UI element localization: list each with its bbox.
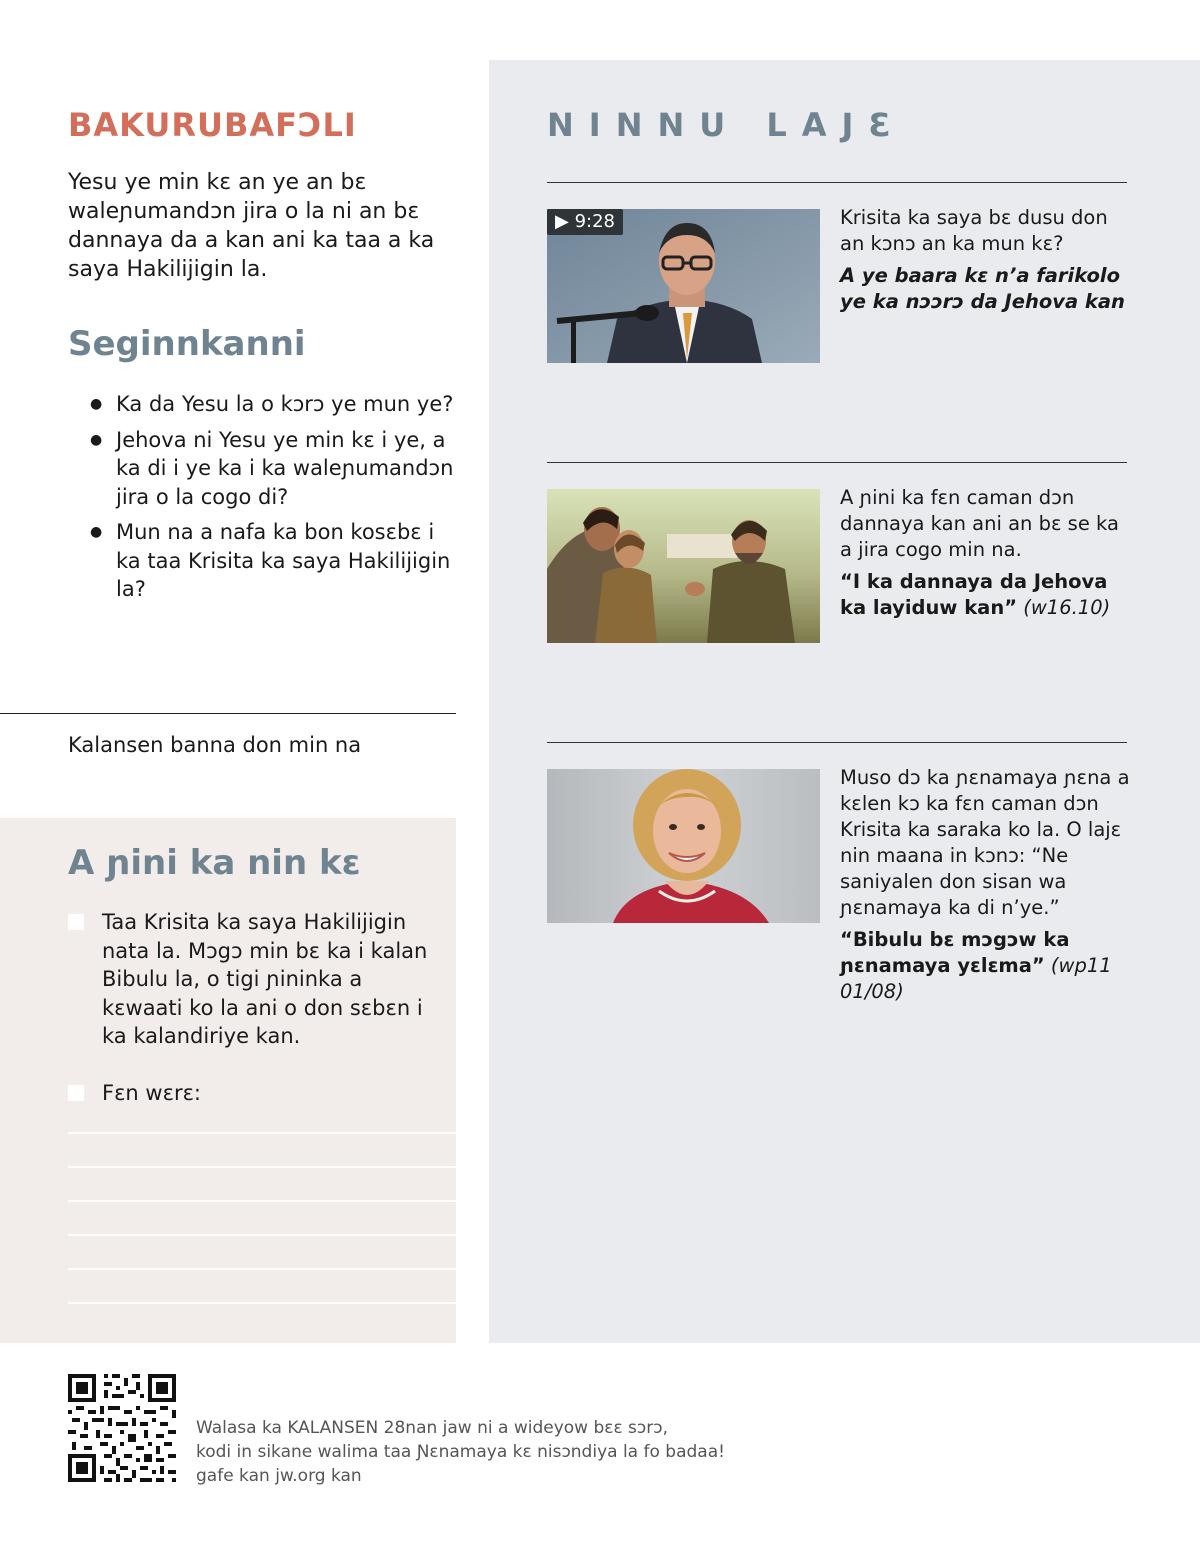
review-question: ● Ka da Yesu la o kɔrɔ ye mun ye? [90,390,460,419]
goal-item [68,908,448,1051]
footer-text [196,1416,725,1488]
review-question: ● Mun na a nafa ka bon kosɛbɛ i ka taa Krisita ka saya Hakilijigin la? [90,518,460,604]
qr-code-icon [68,1374,176,1482]
write-line[interactable] [68,1302,456,1304]
article-title: “Bibulu bɛ mɔgɔw ka ɲɛnamaya yɛlɛma” [840,928,1070,977]
goal-item-text: Fɛn wɛrɛ: [102,1081,202,1105]
goal-checkbox[interactable] [68,1085,84,1101]
write-line[interactable] [68,1268,456,1270]
divider [547,182,1127,183]
article-image[interactable] [547,489,820,643]
explore-item-text [840,485,1130,621]
goal-title: A ɲini ka nin kɛ [68,843,361,883]
write-line[interactable] [68,1166,456,1168]
date-completed-label: Kalansen banna don min na [68,733,362,757]
write-line[interactable] [68,1200,456,1202]
explore-question: Krisita ka saya bɛ dusu don an kɔnɔ an ka mun kɛ? [840,206,1108,255]
video-title-link[interactable]: A ye baara kɛ n’a farikolo ye ka nɔɔrɔ da Jehova kan [840,264,1125,313]
divider [547,462,1127,463]
article-link[interactable] [840,569,1130,621]
biblical-scene-image [547,489,820,643]
explore-question: A ɲini ka fɛn caman dɔn dannaya kan ani an bɛ se ka a jira cogo min na. [840,486,1119,561]
review-question: ● Jehova ni Yesu ye min kɛ i ye, a ka di i ye ka i ka waleɲumandɔn jira o la cogo di? [90,426,460,512]
qr-code[interactable] [68,1374,176,1482]
woman-portrait-image [547,769,820,923]
summary-title: BAKURUBAFƆLI [68,106,357,144]
goal-item [68,1079,448,1108]
video-thumbnail[interactable] [547,209,820,363]
write-line[interactable] [68,1132,456,1134]
review-title: Seginnkanni [68,324,306,364]
article-reference: (wp11 01/08) [840,954,1112,1003]
goal-checkbox[interactable] [68,914,84,930]
article-image[interactable] [547,769,820,923]
explore-item-text [840,765,1130,1005]
footer-line-3: gafe kan jw.org kan [196,1466,362,1486]
divider [0,713,456,714]
footer-line-2: kodi in sikane walima taa Ɲɛnamaya kɛ nisɔndiya la fo badaa! [196,1442,725,1462]
write-line[interactable] [68,1234,456,1236]
explore-title: NINNU LAJƐ [547,106,906,144]
article-title: “I ka dannaya da Jehova ka layiduw kan” [840,570,1108,619]
divider [547,742,1127,743]
article-link[interactable] [840,927,1130,1005]
summary-text: Yesu ye min kɛ an ye an bɛ waleɲumandɔn jira o la ni an bɛ dannaya da a kan ani ka taa a ka saya Hakilijigin la. [68,170,435,282]
footer-line-1: Walasa ka KALANSEN 28nan jaw ni a wideyow bɛɛ sɔrɔ, [196,1418,668,1438]
video-duration-badge: ▶ 9:28 [547,209,623,235]
goal-item-text: Taa Krisita ka saya Hakilijigin nata la. Mɔgɔ min bɛ ka i kalan Bibulu la, o tigi ɲininka a kɛwaati ko la ani o don sɛbɛn i ka kalandiriye kan. [102,910,428,1048]
explore-item-text [840,205,1130,315]
explore-question: Muso dɔ ka ɲɛnamaya ɲɛna a kɛlen kɔ ka fɛn caman dɔn Krisita ka saraka ko la. O lajɛ nin maana in kɔnɔ: “Ne saniyalen don sisan wa ɲɛnamaya ka di n’ye.” [840,766,1130,919]
article-reference: (w16.10) [1023,596,1111,619]
review-list [90,390,460,611]
